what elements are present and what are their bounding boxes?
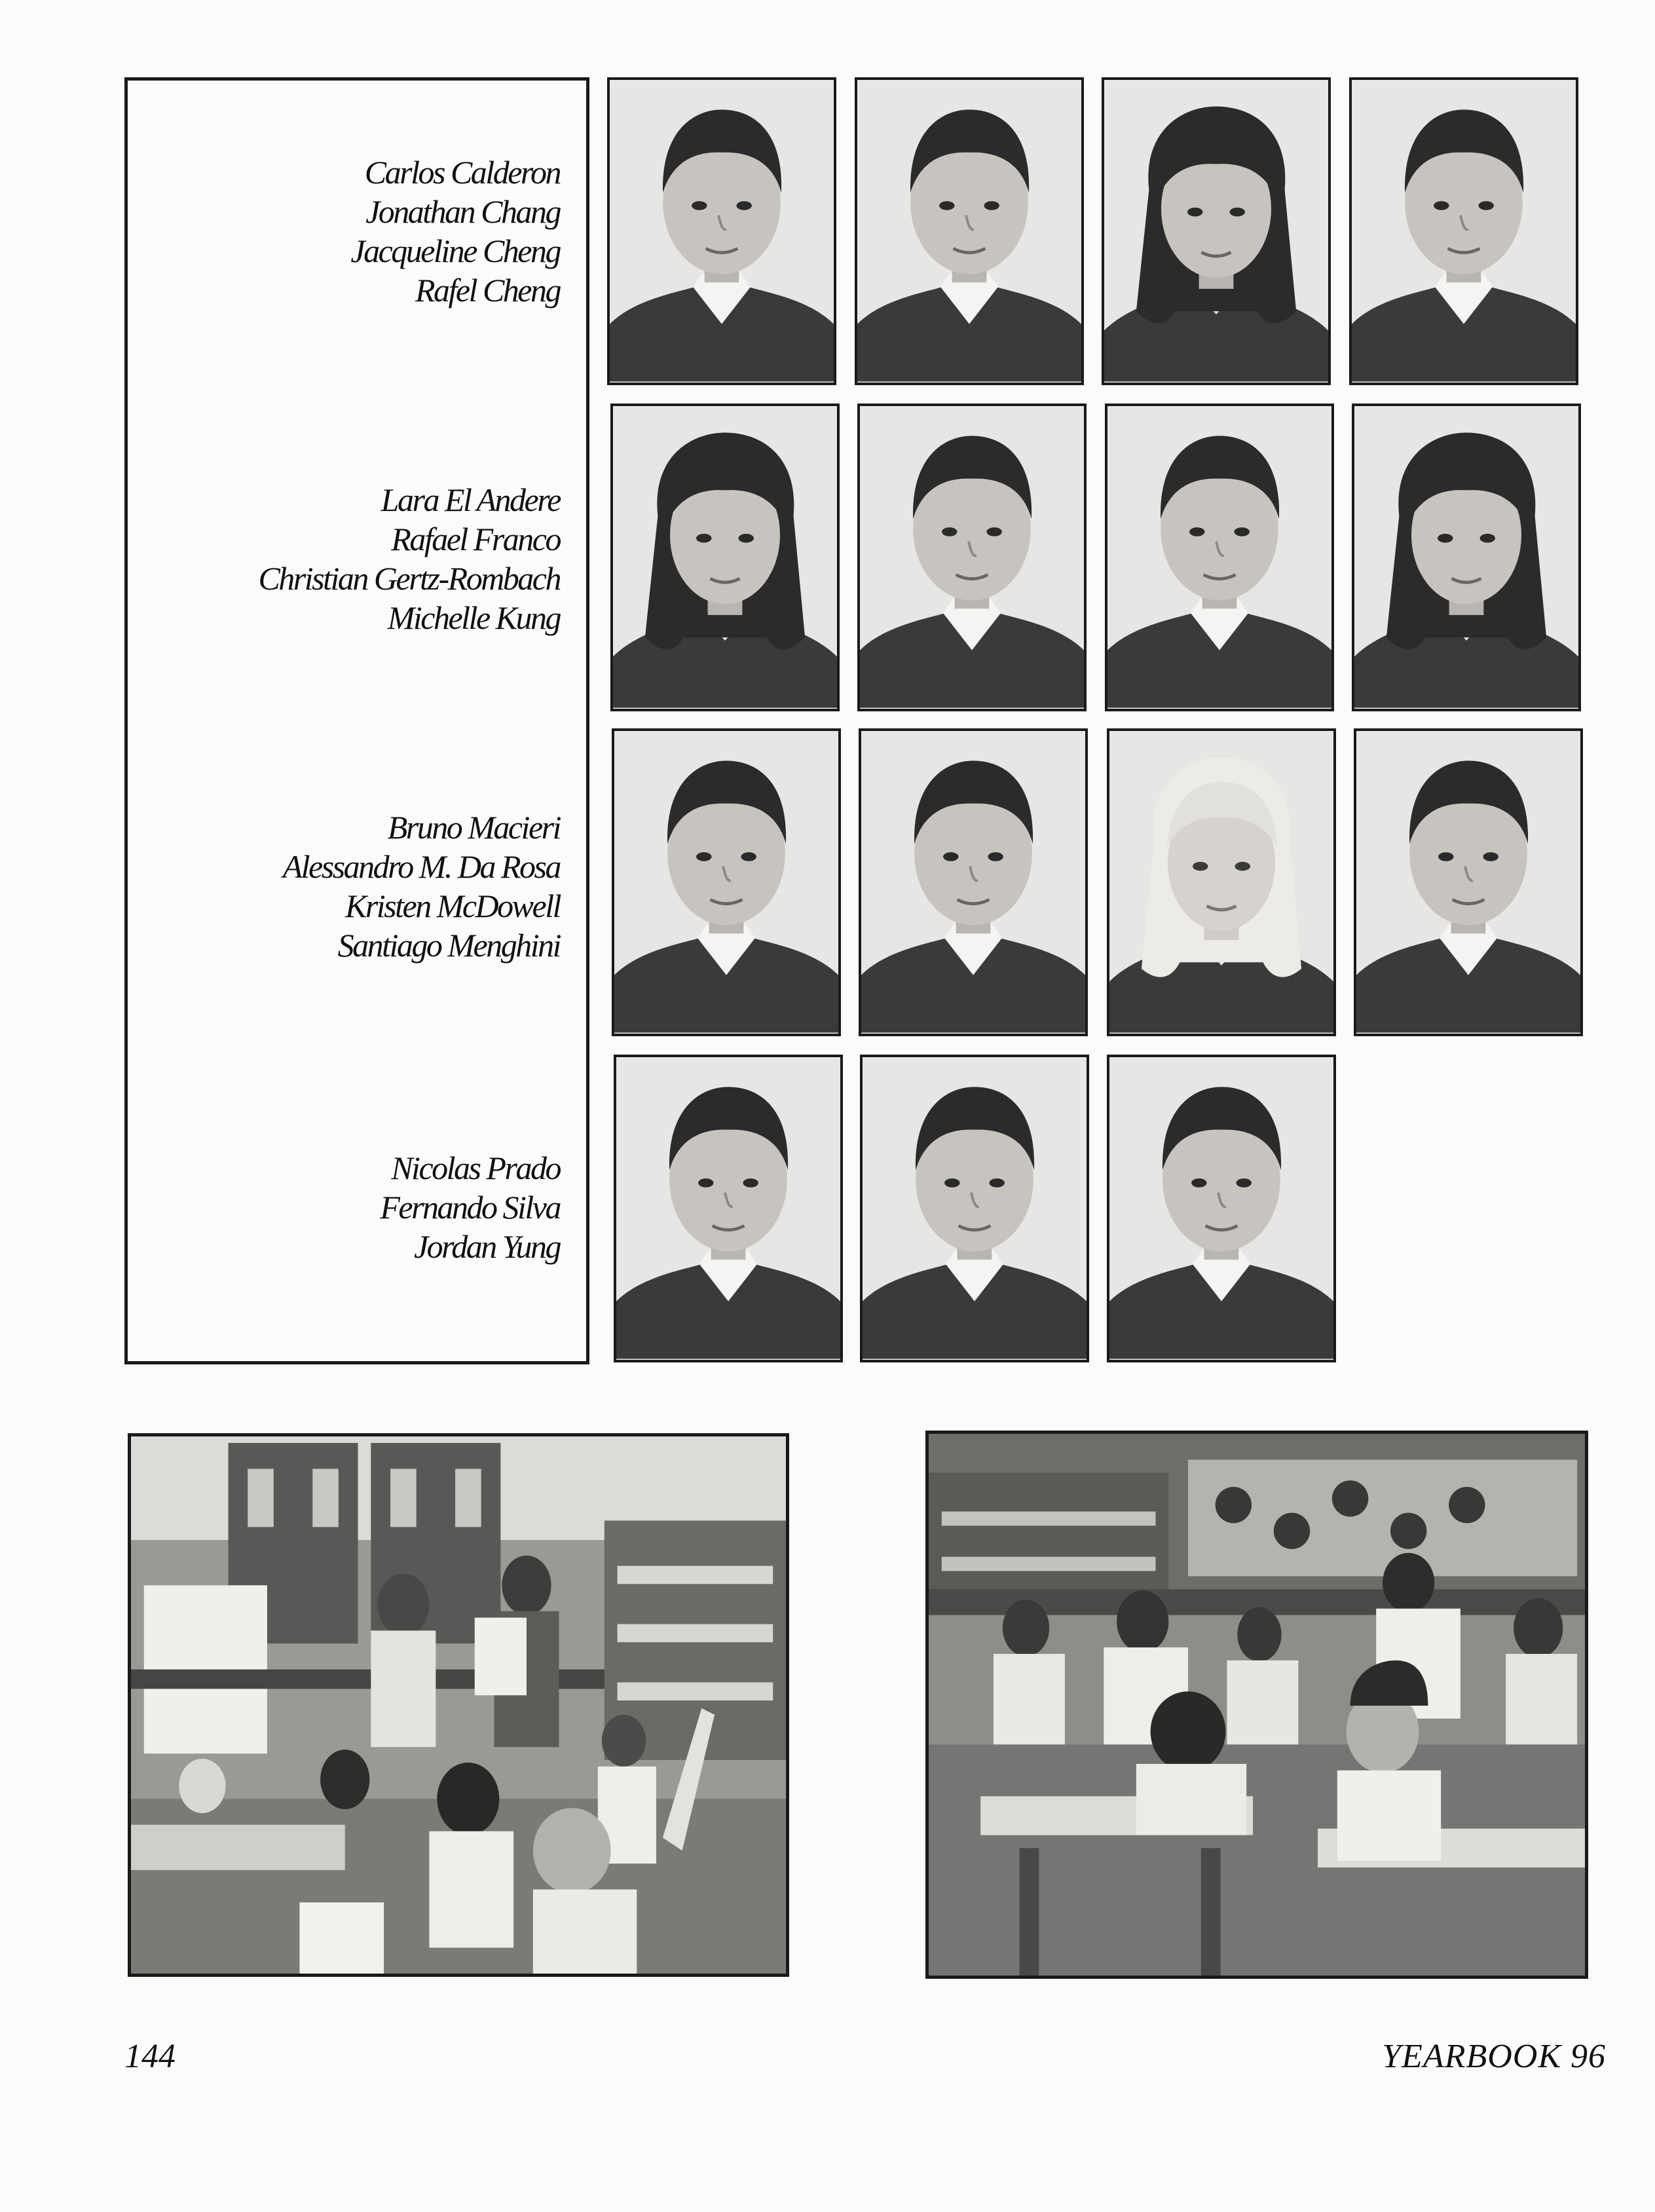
student-portrait bbox=[1102, 77, 1331, 385]
student-name: Michelle Kung bbox=[387, 599, 560, 636]
student-name: Nicolas Prado bbox=[391, 1150, 560, 1186]
student-name: Rafel Cheng bbox=[415, 272, 560, 309]
student-name: Christian Gertz-Rombach bbox=[258, 560, 560, 597]
student-portrait bbox=[855, 77, 1084, 385]
student-portrait bbox=[1105, 403, 1334, 711]
student-portrait bbox=[607, 77, 836, 385]
page-number: 144 bbox=[124, 2038, 176, 2075]
student-portrait bbox=[860, 1055, 1089, 1362]
student-portrait bbox=[859, 728, 1088, 1036]
student-name: Jacqueline Cheng bbox=[350, 233, 560, 269]
student-name: Jonathan Chang bbox=[365, 193, 560, 230]
student-portrait bbox=[1107, 1055, 1336, 1362]
student-portrait bbox=[1352, 403, 1581, 711]
student-portrait bbox=[1349, 77, 1578, 385]
student-names-panel bbox=[124, 77, 589, 1364]
student-name: Kristen McDowell bbox=[344, 888, 560, 924]
student-name: Lara El Andere bbox=[381, 481, 560, 518]
student-portrait bbox=[612, 728, 841, 1036]
student-name: Bruno Macieri bbox=[387, 809, 560, 846]
student-name: Carlos Calderon bbox=[364, 154, 560, 191]
name-group-row-1 bbox=[350, 153, 560, 310]
student-name: Fernando Silva bbox=[380, 1189, 560, 1226]
student-name: Rafael Franco bbox=[391, 521, 560, 557]
student-name: Alessandro M. Da Rosa bbox=[282, 848, 560, 885]
student-portrait bbox=[1107, 728, 1336, 1036]
yearbook-title: YEARBOOK 96 bbox=[1382, 2038, 1606, 2075]
name-group-row-4 bbox=[380, 1148, 560, 1266]
name-group-row-3 bbox=[283, 808, 560, 965]
classroom-photo-left bbox=[128, 1433, 789, 1977]
name-group-row-2 bbox=[258, 480, 560, 637]
student-portrait bbox=[1354, 728, 1583, 1036]
student-name: Jordan Yung bbox=[413, 1228, 560, 1265]
student-portrait bbox=[614, 1055, 843, 1362]
student-portrait bbox=[857, 403, 1087, 711]
student-name: Santiago Menghini bbox=[337, 927, 560, 964]
classroom-photo-right bbox=[925, 1431, 1588, 1979]
student-portrait bbox=[610, 403, 840, 711]
